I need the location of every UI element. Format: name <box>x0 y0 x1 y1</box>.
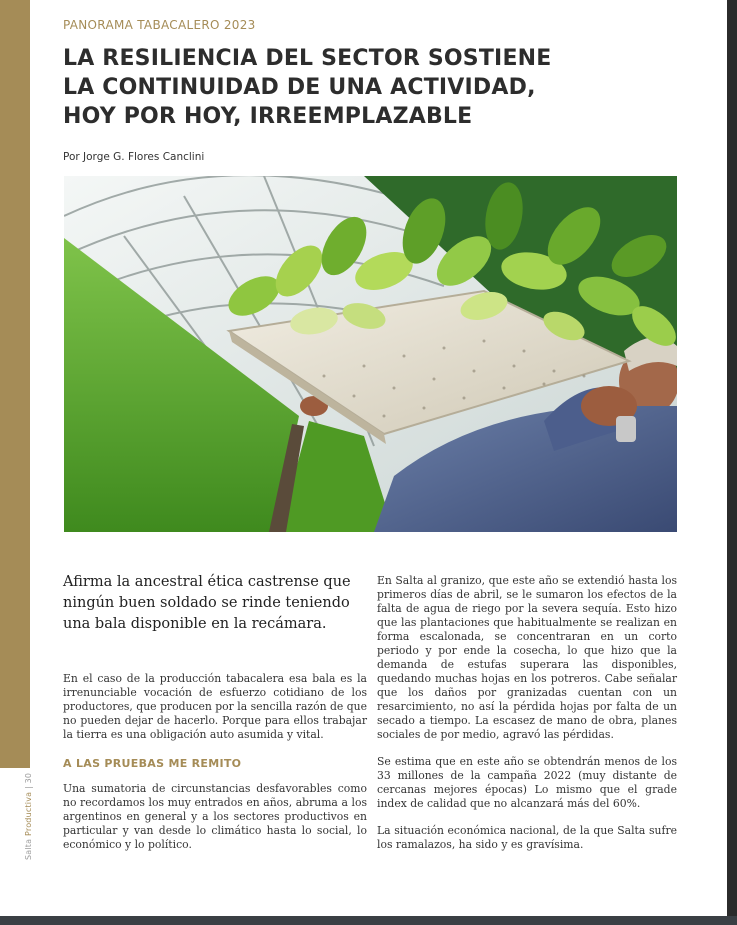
right-column <box>377 574 677 865</box>
left-column-top <box>63 672 367 755</box>
section-subheading: A LAS PRUEBAS ME REMITO <box>63 757 242 770</box>
body-paragraph: En Salta al granizo, que este año se extendió hasta los primeros días de abril, se le sumaron los efectos de la falta de agua de riego por la severa sequía. Esto hizo que las plantaciones que habitualmente se realizan en forma escalonada, se concentraran en un corto periodo y por ende la cosecha, lo que hizo que la demanda de estufas superara las disponibles, quedando muchas hojas en los potreros. Cabe señalar que los daños por granizadas cuentan con un resarcimiento, no así la pérdida hojas por falta de un secado a tiempo. La escasez de mano de obra, planes sociales de por medio, agravó las pérdidas. <box>377 574 677 741</box>
body-paragraph: La situación económica nacional, de la que Salta sufre los ramalazos, ha sido y es gravísima. <box>377 824 677 851</box>
magazine-name-word1: Salta <box>24 838 33 860</box>
body-paragraph: Una sumatoria de circunstancias desfavorables como no recordamos los muy entrados en años, abruma a los argentinos en general y a los sectores productivos en particular y van desde lo climático hasta lo social, lo económico y lo político. <box>63 782 367 851</box>
article-lead: Afirma la ancestral ética castrense que ningún buen soldado se rinde teniendo una bala disponible en la recámara. <box>63 574 351 632</box>
body-paragraph: En el caso de la producción tabacalera esa bala es la irrenunciable vocación de esfuerzo cotidiano de los productores, que producen por la sencilla razón de que no pueden dejar de hacerlo. Porque para ellos trabajar la tierra es una obligación auto asumida y vital. <box>63 672 367 741</box>
section-kicker: PANORAMA TABACALERO 2023 <box>63 18 256 32</box>
title-line-1: LA RESILIENCIA DEL SECTOR SOSTIENE <box>63 46 552 71</box>
body-paragraph: Se estima que en este año se obtendrán menos de los 33 millones de la campaña 2022 (muy distante de cercanas mejores épocas) Lo mismo que el grade index de calidad que no alcanzará más del 60%. <box>377 755 677 810</box>
accent-side-bar <box>0 0 30 768</box>
title-line-2: LA CONTINUIDAD DE UNA ACTIVIDAD, <box>63 75 536 100</box>
bottom-edge-strip <box>0 916 737 925</box>
page-number: | 30 <box>24 772 33 790</box>
magazine-folio <box>24 773 33 860</box>
article-title <box>63 44 623 131</box>
title-line-3: HOY POR HOY, IRREEMPLAZABLE <box>63 104 473 129</box>
article-byline: Por Jorge G. Flores Canclini <box>63 151 205 163</box>
photo-illustration <box>64 176 677 532</box>
left-column-bottom <box>63 782 367 865</box>
magazine-name-word2: Productiva <box>24 791 33 836</box>
greenhouse-seedling-photo <box>64 176 677 532</box>
